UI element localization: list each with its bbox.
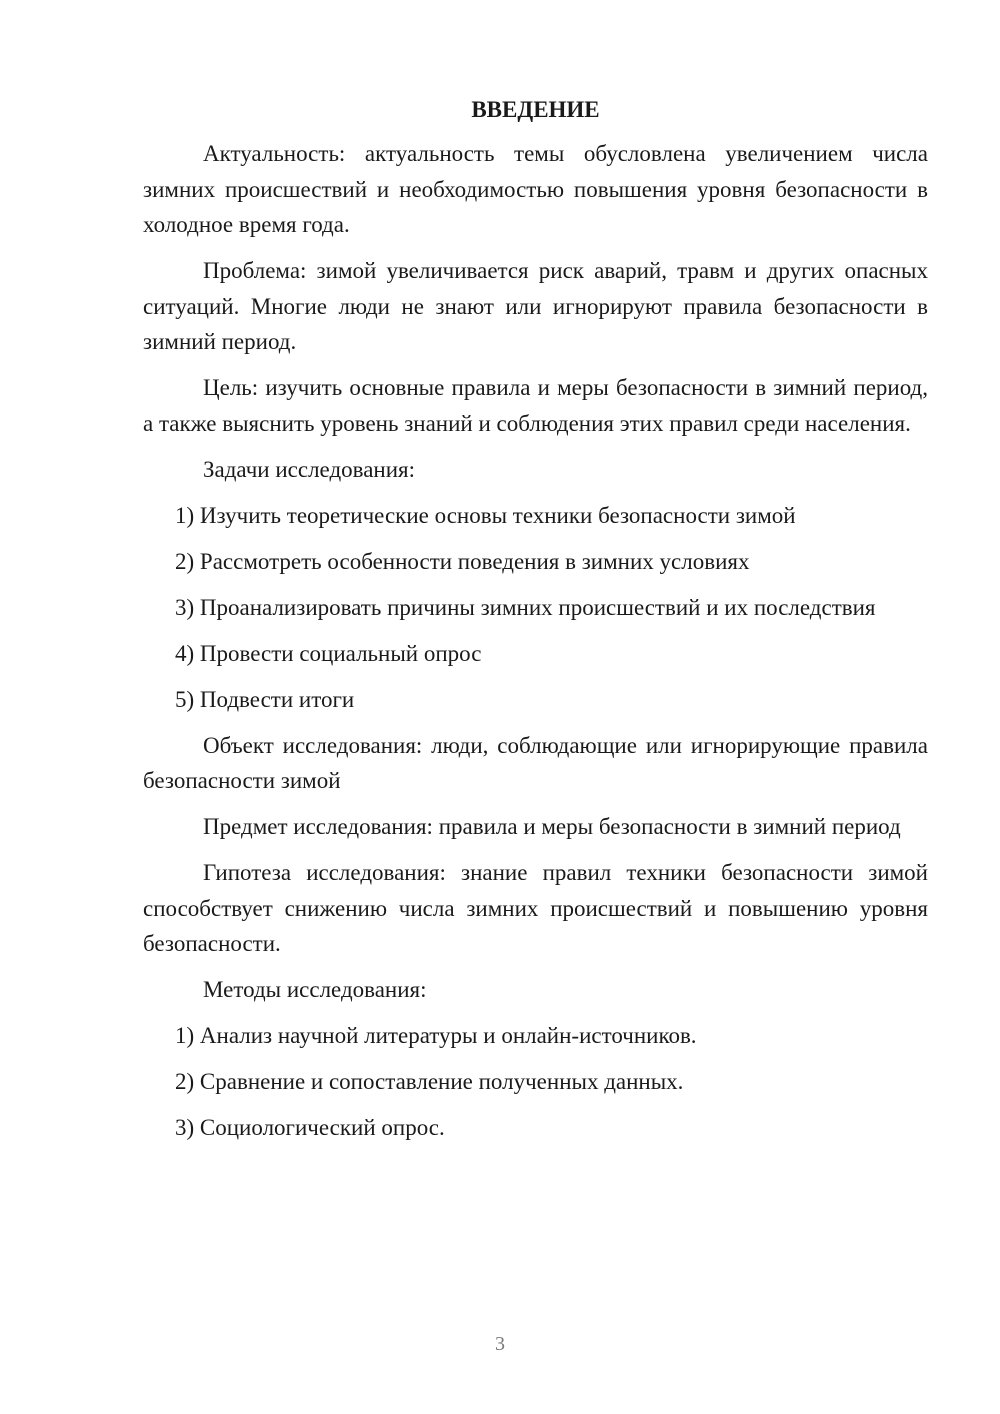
task-item: 5) Подвести итоги bbox=[175, 686, 355, 712]
goal-paragraph: Цель: изучить основные правила и меры безопасности в зимний период, а также выяснить уровень знаний и соблюдения этих правил среди населения. bbox=[143, 375, 928, 436]
relevance-paragraph: Актуальность: актуальность темы обусловлена увеличением числа зимних происшествий и необходимостью повышения уровня безопасности в холодное время года. bbox=[143, 141, 928, 237]
method-item: 3) Социологический опрос. bbox=[175, 1115, 445, 1140]
methods-heading: Методы исследования: bbox=[203, 977, 427, 1002]
page-number: 3 bbox=[495, 1333, 505, 1355]
method-item: 2) Сравнение и сопоставление полученных данных. bbox=[175, 1069, 684, 1094]
hypothesis-paragraph: Гипотеза исследования: знание правил техники безопасности зимой способствует снижению числа зимних происшествий и повышению уровня безопасности. bbox=[143, 860, 928, 956]
document-body bbox=[143, 95, 928, 1156]
task-item: 1) Изучить теоретические основы техники безопасности зимой bbox=[175, 502, 796, 528]
task-item: 4) Провести социальный опрос bbox=[175, 640, 482, 666]
object-paragraph: Объект исследования: люди, соблюдающие или игнорирующие правила безопасности зимой bbox=[143, 732, 928, 793]
subject-paragraph: Предмет исследования: правила и меры безопасности в зимний период bbox=[203, 814, 901, 839]
page-title: ВВЕДЕНИЕ bbox=[471, 97, 600, 122]
problem-paragraph: Проблема: зимой увеличивается риск аварий, травм и других опасных ситуаций. Многие люди не знают или игнорируют правила безопасности в зимний период. bbox=[143, 258, 928, 354]
task-item: 2) Рассмотреть особенности поведения в зимних условиях bbox=[175, 548, 750, 574]
task-item: 3) Проанализировать причины зимних происшествий и их последствия bbox=[175, 594, 876, 620]
method-item: 1) Анализ научной литературы и онлайн-источников. bbox=[175, 1023, 697, 1048]
tasks-heading: Задачи исследования: bbox=[203, 456, 416, 482]
